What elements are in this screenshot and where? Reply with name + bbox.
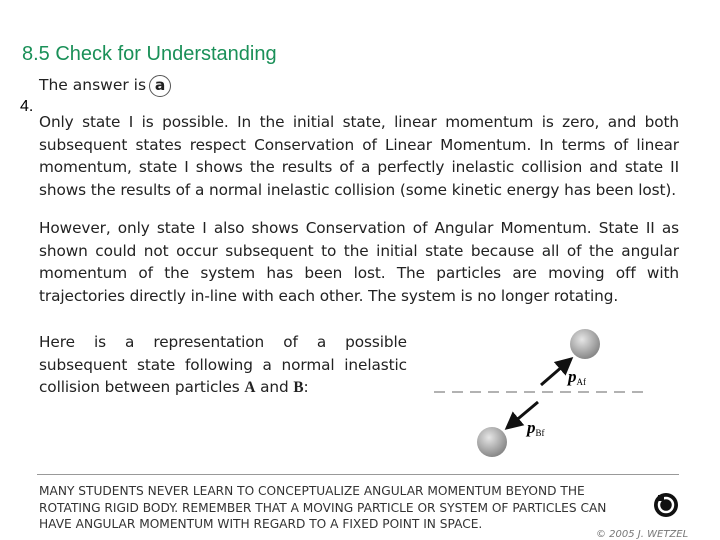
label-p-bf: pBf [527,418,545,438]
rotation-icon [652,491,680,519]
label-p-af: pAf [568,367,586,387]
p3-text: Here is a representation of a possible subsequent state following a normal inelastic collision between particles [39,333,407,397]
paragraph-2: However, only state I also shows Conservation of Angular Momentum. State II as shown could not occur subsequent to the initial state because all of the angular momentum of the system has been lost. The particles are moving off with trajectories directly in-line with each other. The system is no longer rotating. [39,219,679,306]
question-number: 4. [20,98,34,115]
footer-note: MANY STUDENTS NEVER LEARN TO CONCEPTUALIZE ANGULAR MOMENTUM BEYOND THE ROTATING RIGID BODY. REMEMBER THAT A MOVING PARTICLE OR SYSTEM OF PARTICLES CAN HAVE ANGULAR MOMENTUM WITH REGARD TO A FIXED POINT IN SPACE. [39,484,607,531]
p3-and: and [260,378,289,397]
answer-prefix: The answer is [39,76,147,94]
slide-title: 8.5 Check for Understanding [22,43,277,65]
paragraph-1: Only state I is possible. In the initial state, linear momentum is zero, and both subsequent states respect Conservation of Linear Momentum. In terms of linear momentum, state I shows the results of a perfectly inelastic collision and state II shows the results of a normal inelastic collision (some kinetic energy has been lost). [39,113,679,200]
particle-a: A [244,379,256,397]
momentum-arrow-a [541,359,571,385]
answer-choice: a [149,75,171,97]
paragraph-3 [39,331,407,400]
collision-diagram [430,325,660,470]
particle-a-sphere [570,329,600,359]
particle-b: B [293,379,304,397]
particle-b-sphere [477,427,507,457]
answer-line [39,75,171,97]
p3-end: : [303,378,309,397]
footer-divider [37,474,679,475]
copyright: © 2005 J. WETZEL [596,529,689,540]
